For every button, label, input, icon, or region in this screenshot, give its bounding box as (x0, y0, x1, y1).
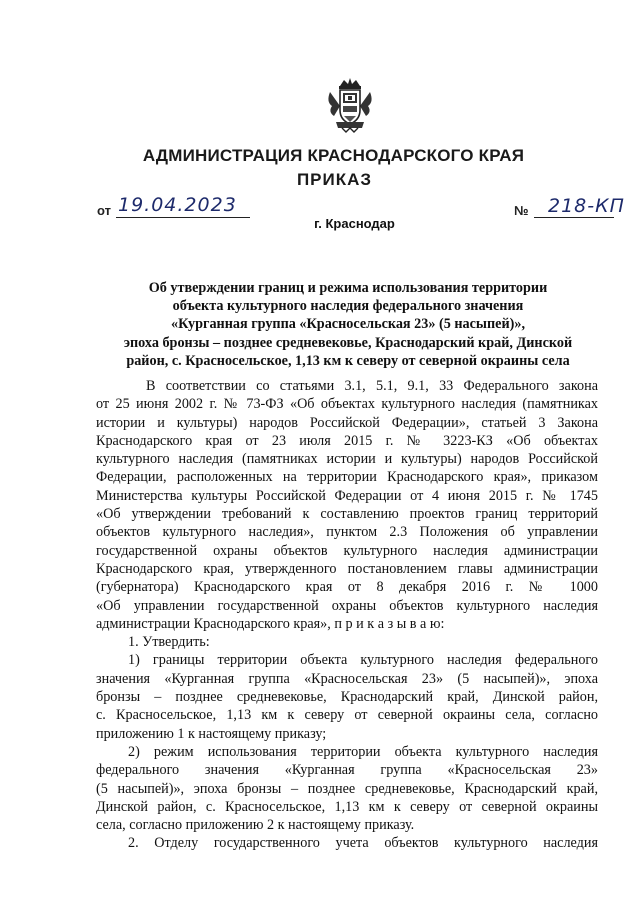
body-line: Динской район, с. Красносельское, 1,13 км к северу от северной окраины (96, 798, 598, 815)
body-line: 2. Отделу государственного учета объектов культурного наследия (128, 835, 598, 852)
body-line: значения «Курганная группа «Красносельская 23» (5 насыпей)», эпоха (96, 670, 598, 687)
body-line: (5 насыпей)», эпоха бронзы – позднее средневековье, Краснодарский край, (96, 780, 598, 797)
subject-line: объекта культурного наследия федерального значения (172, 298, 524, 315)
body-line: с. Красносельское, 1,13 км к северу от северной окраины села, согласно (96, 707, 598, 724)
body-line: федерального значения «Курганная группа «Красносельская 23» (96, 762, 598, 779)
order-subject-heading (98, 279, 598, 370)
order-body-text (96, 377, 598, 853)
body-line: 1) границы территории объекта культурного наследия федерального (128, 652, 598, 669)
subject-line: «Курганная группа «Красносельская 23» (5 насыпей)», (170, 316, 526, 333)
body-line: государственной охраны объектов культурного наследия администрации (96, 542, 598, 559)
body-line: объектов культурного наследия», пунктом 2.3 Положения об управлении (96, 524, 598, 541)
body-line: «Об управлении государственной охраны объектов культурного наследия (96, 597, 598, 614)
subject-line: эпоха бронзы – позднее средневековье, Краснодарский край, Динской (123, 334, 573, 351)
body-line: 1. Утвердить: (128, 634, 210, 651)
body-line: Краснодарского края, утвержденного постановлением главы администрации (96, 560, 598, 577)
body-line: бронзы – позднее средневековье, Краснодарский край, Динской район, (96, 689, 598, 706)
number-value: 218-КП (548, 195, 625, 217)
subject-line: район, с. Красносельское, 1,13 км к северу от северной окраины села (126, 352, 570, 369)
administration-title: АДМИНИСТРАЦИЯ КРАСНОДАРСКОГО КРАЯ (142, 146, 525, 165)
body-line: Министерства культуры Российской Федерации от 4 июня 2015 г. № 1745 (96, 487, 598, 504)
body-line: В соответствии со статьями 3.1, 5.1, 9.1, 33 Федерального закона (146, 378, 598, 394)
body-line: села, согласно приложению 2 к настоящему приказу. (96, 817, 415, 834)
body-line: 2) режим использования территории объекта культурного наследия (128, 743, 598, 760)
city-label: г. Краснодар (314, 216, 395, 231)
body-line: от 25 июня 2002 г. № 73-ФЗ «Об объектах культурного наследия (памятниках (96, 396, 598, 413)
body-line: Федерации, расположенных на территории Краснодарского края», приказом (96, 469, 598, 486)
body-line: «Об утверждении требований к составлению проектов границ территорий (96, 506, 598, 523)
body-line: администрации Краснодарского края», п р и к а з ы в а ю: (96, 615, 445, 632)
document-type-title: ПРИКАЗ (296, 170, 373, 189)
number-label: № (514, 203, 529, 218)
body-line: истории и культуры) народов Российской Федерации», статьей 3 Закона (96, 414, 598, 431)
body-line: (губернатора) Краснодарского края от 8 декабря 2016 г. № 1000 (96, 579, 598, 596)
body-line: Краснодарского края от 23 июля 2015 г. № 3223-КЗ «Об объектах (96, 432, 598, 449)
body-line: культурного наследия (памятниках истории и культуры) народов Российской (96, 451, 598, 468)
subject-line: Об утверждении границ и режима использования территории (148, 280, 548, 296)
body-line: приложению 1 к настоящему приказу; (96, 725, 327, 742)
date-label: от (97, 203, 111, 218)
date-value: 19.04.2023 (118, 194, 237, 216)
coat-of-arms-emblem (326, 76, 374, 134)
